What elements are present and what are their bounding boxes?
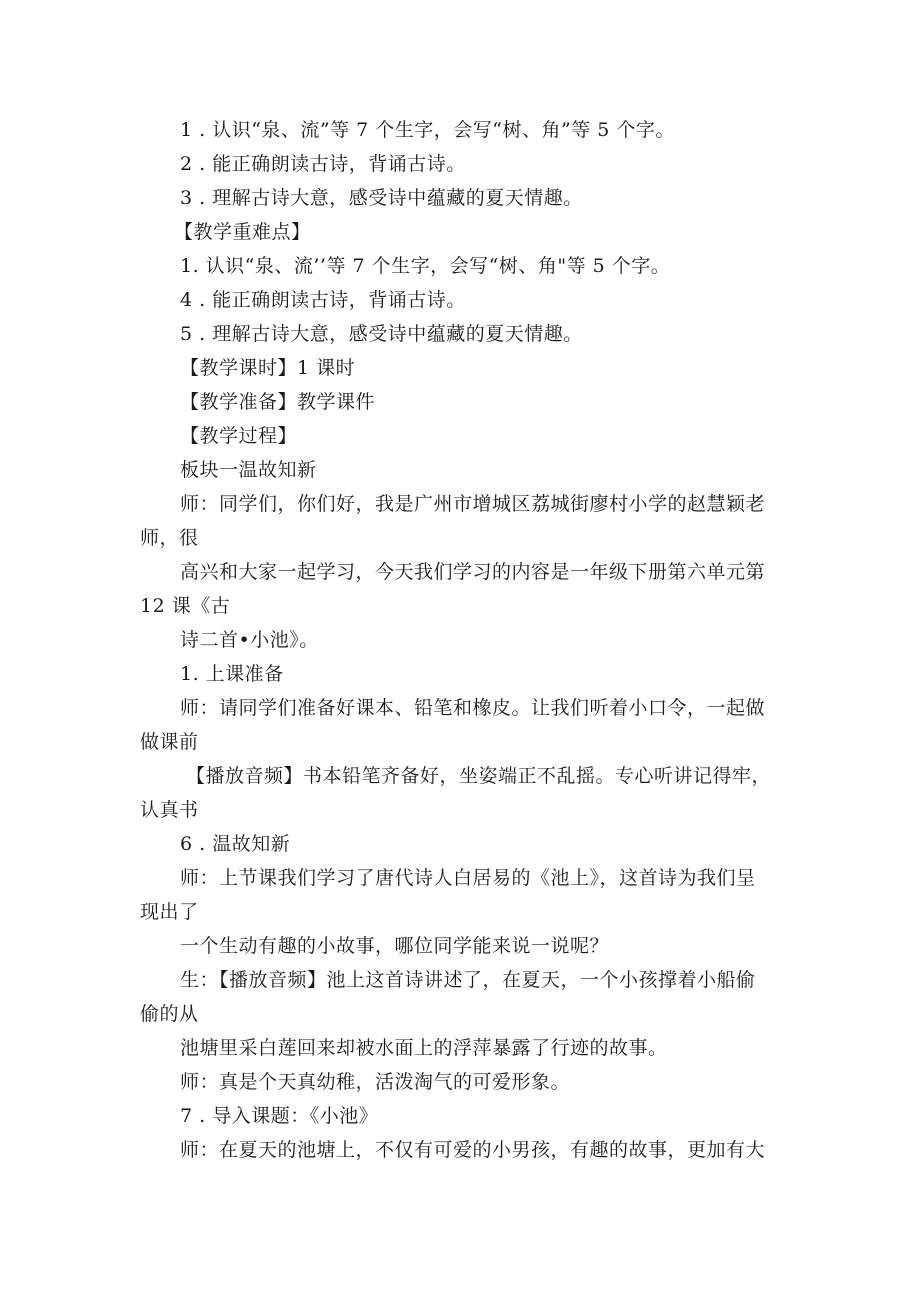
paragraph-line: 师：同学们，你们好，我是广州市增城区荔城街廖村小学的赵慧颖老 [180,493,766,515]
paragraph-line: 师：在夏天的池塘上，不仅有可爱的小男孩，有趣的故事，更加有大 [180,1139,766,1161]
objective-1: 1 . 认识“泉、流”等 7 个生字，会写“树、角”等 5 个字。 [180,119,675,141]
step-heading: 6 . 温故知新 [180,833,291,855]
paragraph-line: 师，很 [140,527,199,549]
paragraph-line: 诗二首•小池》。 [180,629,319,651]
paragraph-line: 偷的从 [140,1003,199,1025]
section-preparation: 【教学准备】教学课件 [180,391,376,413]
paragraph-line: 认真书 [140,799,199,821]
key-point-4: 4 . 能正确朗读古诗，背诵古诗。 [180,289,466,311]
section-heading-key-points: 【教学重难点】 [174,221,311,243]
objective-2: 2 . 能正确朗读古诗，背诵古诗。 [180,153,466,175]
paragraph-line: 现出了 [140,901,199,923]
section-lesson-hours: 【教学课时】1 课时 [180,357,356,379]
paragraph-line: 师：上节课我们学习了唐代诗人白居易的《池上》，这首诗为我们呈 [180,867,756,889]
paragraph-line: 师：真是个天真幼稚，活泼淘气的可爱形象。 [180,1071,571,1093]
paragraph-line: 高兴和大家一起学习，今天我们学习的内容是一年级下册第六单元第 [180,561,766,583]
key-point-1: 1. 认识“泉、流’’等 7 个生字，会写“树、角"等 5 个字。 [180,255,671,277]
key-point-5: 5 . 理解古诗大意，感受诗中蕴藏的夏天情趣。 [180,323,583,345]
step-heading: 1. 上课准备 [180,663,284,685]
paragraph-line: 一个生动有趣的小故事，哪位同学能来说一说呢？ [180,935,610,957]
paragraph-line: 师：请同学们准备好课本、铅笔和橡皮。让我们听着小口令，一起做 [180,697,766,719]
step-heading: 7 . 导入课题：《小池》 [180,1105,379,1127]
paragraph-line: 12 课《古 [140,595,231,617]
paragraph-line: 【播放音频】书本铅笔齐备好，坐姿端正不乱摇。专心听讲记得牢， [186,765,772,787]
paragraph-line: 做课前 [140,731,199,753]
objective-3: 3 . 理解古诗大意，感受诗中蕴藏的夏天情趣。 [180,187,583,209]
section-heading-process: 【教学过程】 [180,425,298,447]
block-heading: 板块一温故知新 [180,459,317,481]
paragraph-line: 池塘里采白莲回来却被水面上的浮萍暴露了行迹的故事。 [180,1037,668,1059]
paragraph-line: 生：【播放音频】池上这首诗讲述了，在夏天，一个小孩撑着小船偷 [180,969,756,991]
